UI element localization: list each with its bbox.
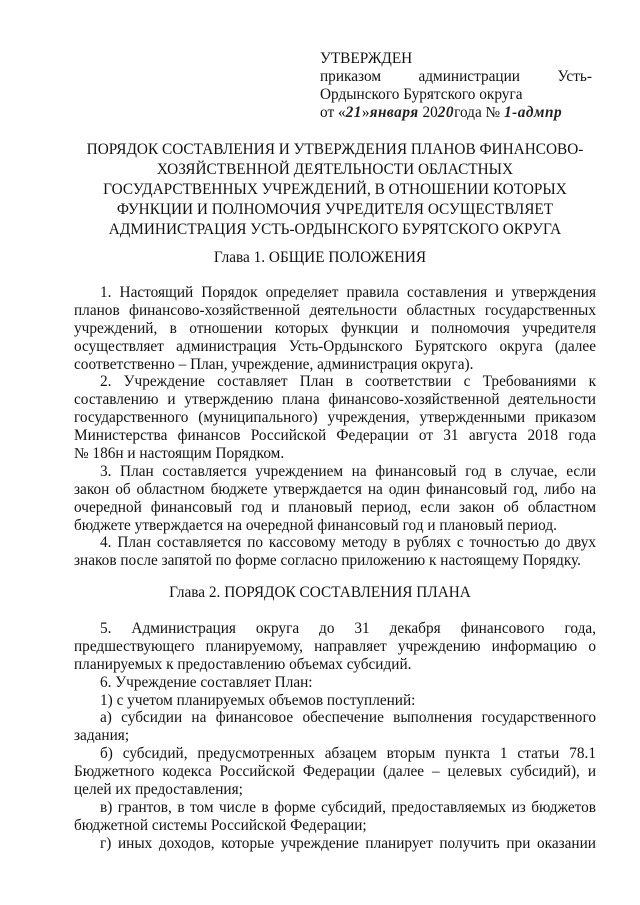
chapter-1-heading: Глава 1. ОБЩИЕ ПОЛОЖЕНИЯ: [213, 249, 427, 266]
text-line: бюджетной системы Российской Федерации;: [74, 816, 367, 834]
text-line: бюджете утверждается на очередной финансовый год и плановый период.: [74, 516, 557, 534]
text-line: Бюджетного кодекса Российской Федерации (далее – целевых субсидий), и: [74, 763, 596, 781]
handwritten-year: 20: [437, 104, 455, 121]
text-line: Министерства финансов Российской Федерации от 31 августа 2018 года: [74, 427, 596, 445]
text-line: г) иных доходов, которые учреждение планирует получить при оказании: [100, 834, 596, 852]
text-line: в) грантов, в том числе в форме субсидий, предоставляемых из бюджетов: [100, 798, 596, 816]
approval-order-word-1: приказом: [320, 68, 382, 85]
title-line: ФУНКЦИИ И ПОЛНОМОЧИЯ УЧРЕДИТЕЛЯ ОСУЩЕСТВЛЯЕТ: [116, 201, 554, 218]
date-year-prefix: 20: [418, 104, 438, 121]
approval-date-line: [320, 104, 592, 122]
text-line: соответственно – План, учреждение, администрация округа).: [74, 355, 474, 373]
approval-order-line: [320, 68, 592, 86]
text-line: знаков после запятой по форме согласно приложению к настоящему Порядку.: [74, 552, 581, 570]
title-line: ГОСУДАРСТВЕННЫХ УЧРЕЖДЕНИЙ, В ОТНОШЕНИИ КОТОРЫХ: [103, 181, 567, 198]
approval-stamp: [320, 50, 592, 122]
text-line: учреждений, в отношении которых функции и полномочия учредителя: [74, 319, 596, 337]
text-line: планируемых к предоставлению объемах субсидий.: [74, 655, 412, 673]
title-line: ПОРЯДОК СОСТАВЛЕНИЯ И УТВЕРЖДЕНИЯ ПЛАНОВ ФИНАНСОВО-: [86, 141, 584, 158]
title-line: ХОЗЯЙСТВЕННОЙ ДЕЯТЕЛЬНОСТИ ОБЛАСТНЫХ: [156, 161, 514, 178]
text-line: составлению и утверждению плана финансово-хозяйственной деятельности: [74, 391, 596, 409]
text-line: 4. План составляется по кассовому методу в рублях с точностью до двух: [100, 534, 596, 552]
text-line: осуществляет администрация Усть-Ордынского Бурятского округа (далее: [74, 337, 596, 355]
handwritten-day: 21: [345, 104, 362, 121]
chapter-1-body: [74, 284, 596, 570]
text-line: № 186н и настоящим Порядком.: [74, 445, 285, 463]
date-tail: года №: [454, 104, 504, 121]
date-prefix: от «: [320, 104, 346, 121]
document-title: [70, 140, 600, 240]
text-line: планов финансово-хозяйственной деятельности областных государственных: [74, 301, 596, 319]
text-line: целей их предоставления;: [74, 781, 243, 799]
handwritten-order-number: 1-адмпр: [503, 104, 563, 121]
handwritten-month: января: [369, 104, 419, 121]
text-line: государственного (муниципального) учреждения, утвержденными приказом: [74, 409, 596, 427]
approval-order-word-3: Усть-: [557, 68, 592, 85]
text-line: предшествующего планируемому, направляет учреждению информацию о: [74, 637, 596, 655]
text-line: б) субсидий, предусмотренных абзацем вторым пункта 1 статьи 78.1: [100, 745, 596, 763]
text-line: 1. Настоящий Порядок определяет правила составления и утверждения: [100, 284, 596, 301]
text-line: 3. План составляется учреждением на финансовый год в случае, если: [100, 462, 596, 480]
text-line: 1) с учетом планируемых объемов поступлений:: [100, 691, 416, 709]
approval-title: УТВЕРЖДЕН: [320, 50, 413, 67]
chapter-2-heading: Глава 2. ПОРЯДОК СОСТАВЛЕНИЯ ПЛАНА: [169, 584, 471, 601]
date-mid: »: [361, 104, 370, 121]
text-line: 5. Администрация округа до 31 декабря финансового года,: [100, 620, 596, 637]
title-line: АДМИНИСТРАЦИЯ УСТЬ-ОРДЫНСКОГО БУРЯТСКОГО ОКРУГА: [108, 221, 562, 238]
text-line: очередной финансовый год и плановый период, если закон об областном: [74, 498, 596, 516]
approval-order-word-2: администрации: [418, 68, 520, 85]
text-line: а) субсидии на финансовое обеспечение выполнения государственного: [100, 709, 596, 727]
chapter-2-body: [74, 620, 596, 853]
text-line: задания;: [74, 727, 130, 745]
text-line: 6. Учреждение составляет План:: [100, 673, 313, 691]
approval-org-line: Ордынского Бурятского округа: [320, 86, 523, 103]
text-line: 2. Учреждение составляет План в соответствии с Требованиями к: [100, 373, 596, 391]
text-line: закон об областном бюджете утверждается на один финансовый год, либо на: [74, 480, 596, 498]
